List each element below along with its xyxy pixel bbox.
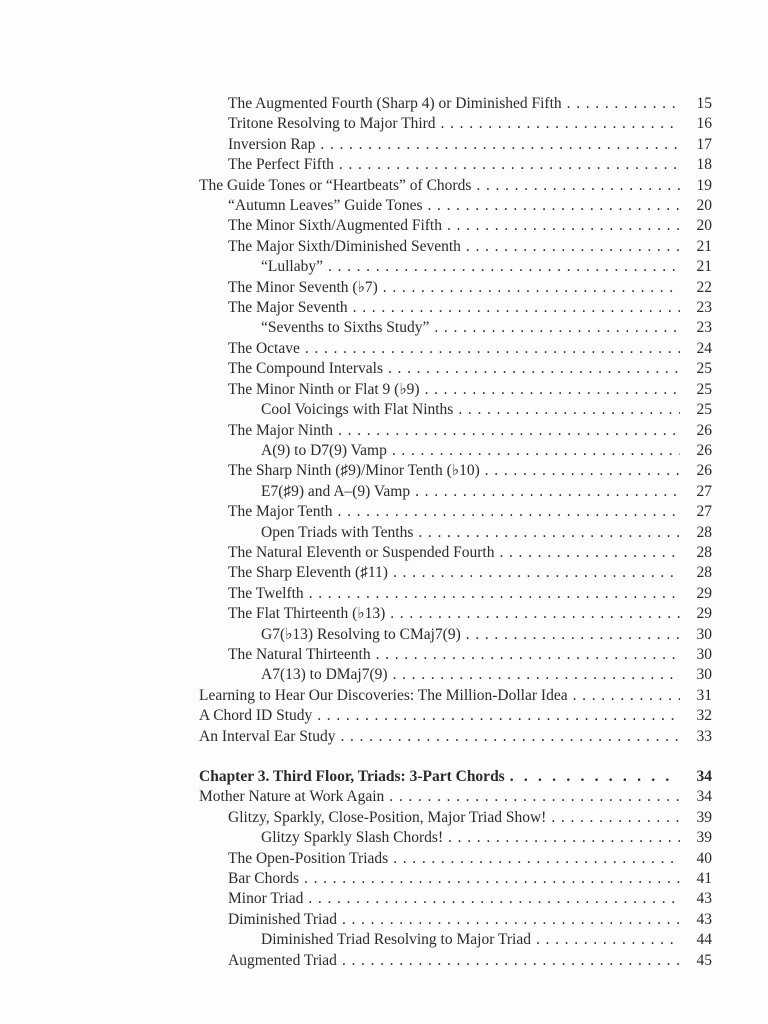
dot-leader	[338, 421, 680, 441]
toc-entry	[199, 767, 712, 787]
dot-leader	[434, 318, 680, 338]
toc-entry-page: 34	[696, 768, 712, 785]
toc-entry	[199, 828, 712, 848]
toc-entry-page: 15	[696, 95, 712, 112]
dot-leader	[320, 135, 680, 155]
toc-entry-page: 23	[696, 319, 712, 337]
toc-entry-page: 33	[696, 727, 712, 745]
toc-entry-title: Glitzy, Sparkly, Close-Position, Major Triad Show!	[228, 808, 547, 826]
toc-entry-page: 30	[696, 645, 712, 663]
dot-leader	[342, 951, 680, 971]
toc-entry-title: The Sharp Ninth (♯9)/Minor Tenth (♭10)	[228, 462, 480, 480]
dot-leader	[388, 359, 680, 379]
toc-entry-page: 32	[696, 707, 712, 725]
toc-entry	[199, 94, 712, 114]
dot-leader	[317, 706, 680, 726]
toc-entry-page: 29	[696, 584, 712, 602]
toc-entry-title: The Flat Thirteenth (♭13)	[228, 605, 386, 623]
toc-entry	[199, 889, 712, 909]
toc-entry-title: Diminished Triad Resolving to Major Triad	[261, 931, 531, 949]
toc-entry-page: 20	[696, 197, 712, 215]
toc-entry	[199, 237, 712, 257]
dot-leader	[383, 278, 680, 298]
toc-entry	[199, 318, 712, 338]
dot-leader	[441, 114, 680, 134]
dot-leader	[485, 461, 680, 481]
toc-entry	[199, 563, 712, 583]
toc-entry-page: 19	[696, 176, 712, 194]
toc-entry-title: The Natural Eleventh or Suspended Fourth	[228, 543, 495, 561]
dot-leader	[425, 380, 680, 400]
toc-entry-title: G7(♭13) Resolving to CMaj7(9)	[261, 625, 461, 643]
toc-entry-page: 25	[696, 360, 712, 378]
toc-entry	[199, 808, 712, 828]
dot-leader	[342, 910, 680, 930]
toc-entry	[199, 910, 712, 930]
toc-entry-page: 40	[696, 849, 712, 867]
toc-entry-page: 20	[696, 217, 712, 235]
toc-entry-title: The Major Sixth/Diminished Seventh	[228, 237, 461, 255]
toc-entry-page: 44	[696, 931, 712, 949]
dot-leader	[393, 849, 680, 869]
dot-leader	[339, 155, 680, 175]
dot-leader	[510, 767, 680, 787]
toc-entry-title: The Open-Position Triads	[228, 849, 389, 867]
toc-entry-title: Bar Chords	[228, 870, 300, 888]
toc-entry	[199, 584, 712, 604]
toc-entry	[199, 787, 712, 807]
toc-entry-title: Diminished Triad	[228, 910, 337, 928]
toc-entry	[199, 604, 712, 624]
dot-leader	[573, 686, 680, 706]
toc-entry	[199, 441, 712, 461]
toc-list	[199, 94, 712, 971]
toc-entry-title: A(9) to D7(9) Vamp	[261, 441, 387, 459]
toc-entry-title: The Natural Thirteenth	[228, 645, 371, 663]
toc-entry	[199, 665, 712, 685]
toc-entry-page: 29	[696, 605, 712, 623]
toc-entry	[199, 461, 712, 481]
toc-entry-page: 30	[696, 625, 712, 643]
toc-entry-title: The Perfect Fifth	[228, 156, 334, 174]
dot-leader	[567, 94, 680, 114]
dot-leader	[427, 196, 680, 216]
toc-entry-title: Glitzy Sparkly Slash Chords!	[261, 829, 444, 847]
toc-entry-title: Learning to Hear Our Discoveries: The Million-Dollar Idea	[199, 686, 568, 704]
toc-entry-title: An Interval Ear Study	[199, 727, 336, 745]
toc-entry-title: The Minor Sixth/Augmented Fifth	[228, 217, 442, 235]
toc-entry	[199, 727, 712, 747]
toc-entry	[199, 298, 712, 318]
toc-entry-title: Open Triads with Tenths	[261, 523, 414, 541]
dot-leader	[389, 787, 680, 807]
toc-entry-title: The Minor Seventh (♭7)	[228, 278, 378, 296]
toc-entry-page: 22	[696, 278, 712, 296]
toc-entry-page: 26	[696, 441, 712, 459]
toc-entry-page: 24	[696, 339, 712, 357]
toc-entry-page: 21	[696, 237, 712, 255]
toc-entry-title: The Minor Ninth or Flat 9 (♭9)	[228, 380, 420, 398]
dot-leader	[376, 645, 680, 665]
toc-entry-page: 31	[696, 686, 712, 704]
toc-entry	[199, 502, 712, 522]
toc-entry-title: Mother Nature at Work Again	[199, 788, 385, 806]
dot-leader	[466, 625, 680, 645]
dot-leader	[390, 604, 680, 624]
dot-leader	[353, 298, 680, 318]
toc-entry	[199, 380, 712, 400]
dot-leader	[499, 543, 680, 563]
toc-entry-page: 43	[696, 910, 712, 928]
toc-entry	[199, 400, 712, 420]
toc-entry-title: The Major Ninth	[228, 421, 334, 439]
toc-entry-page: 26	[696, 421, 712, 439]
toc-entry	[199, 706, 712, 726]
toc-entry-title: Augmented Triad	[228, 951, 337, 969]
toc-entry-title: The Sharp Eleventh (♯11)	[228, 564, 388, 582]
toc-entry	[199, 421, 712, 441]
dot-leader	[466, 237, 680, 257]
dot-leader	[392, 441, 680, 461]
dot-leader	[447, 216, 680, 236]
toc-entry	[199, 869, 712, 889]
dot-leader	[305, 339, 680, 359]
toc-entry	[199, 951, 712, 971]
toc-entry	[199, 645, 712, 665]
toc-entry-title: The Augmented Fourth (Sharp 4) or Diminished Fifth	[228, 95, 562, 112]
toc-entry	[199, 176, 712, 196]
toc-entry	[199, 849, 712, 869]
toc-entry	[199, 523, 712, 543]
toc-entry	[199, 155, 712, 175]
toc-entry-title: E7(♯9) and A–(9) Vamp	[261, 482, 411, 500]
dot-leader	[328, 257, 680, 277]
toc-entry-page: 45	[696, 951, 712, 969]
toc-entry	[199, 686, 712, 706]
toc-entry	[199, 930, 712, 950]
toc-entry-title: Chapter 3. Third Floor, Triads: 3-Part Chords	[199, 768, 505, 785]
toc-entry-page: 28	[696, 523, 712, 541]
toc-entry-title: The Major Tenth	[228, 503, 333, 521]
dot-leader	[393, 563, 680, 583]
toc-entry	[199, 543, 712, 563]
toc-entry-title: A Chord ID Study	[199, 707, 313, 725]
toc-entry-title: The Compound Intervals	[228, 360, 383, 378]
dot-leader	[551, 808, 680, 828]
dot-leader	[308, 889, 680, 909]
toc-entry-page: 27	[696, 482, 712, 500]
toc-entry	[199, 257, 712, 277]
toc-entry-page: 41	[696, 870, 712, 888]
toc-entry-page: 28	[696, 564, 712, 582]
toc-entry-page: 34	[696, 788, 712, 806]
toc-entry-title: “Autumn Leaves” Guide Tones	[228, 197, 423, 215]
toc-entry-title: The Twelfth	[228, 584, 304, 602]
toc-entry-title: Cool Voicings with Flat Ninths	[261, 401, 454, 419]
toc-entry-page: 26	[696, 462, 712, 480]
toc-entry	[199, 196, 712, 216]
toc-entry-page: 23	[696, 299, 712, 317]
toc-entry-title: The Major Seventh	[228, 299, 348, 317]
dot-leader	[304, 869, 680, 889]
toc-entry-page: 16	[696, 115, 712, 133]
toc-entry-page: 43	[696, 890, 712, 908]
dot-leader	[448, 828, 680, 848]
dot-leader	[458, 400, 680, 420]
dot-leader	[418, 523, 680, 543]
toc-entry-title: A7(13) to DMaj7(9)	[261, 666, 388, 684]
toc-entry-title: The Octave	[228, 339, 300, 357]
toc-entry	[199, 625, 712, 645]
toc-entry-page: 17	[696, 135, 712, 153]
toc-entry-page: 21	[696, 258, 712, 276]
toc-entry-title: The Guide Tones or “Heartbeats” of Chords	[199, 176, 472, 194]
dot-leader	[415, 482, 680, 502]
toc-entry-page: 27	[696, 503, 712, 521]
toc-entry-page: 25	[696, 401, 712, 419]
dot-leader	[340, 727, 680, 747]
dot-leader	[476, 176, 680, 196]
toc-entry	[199, 216, 712, 236]
toc-entry-title: “Lullaby”	[261, 258, 323, 276]
toc-entry-title: Tritone Resolving to Major Third	[228, 115, 436, 133]
dot-leader	[536, 930, 680, 950]
toc-entry-page: 39	[696, 808, 712, 826]
toc-entry	[199, 135, 712, 155]
dot-leader	[309, 584, 680, 604]
toc-entry-page: 30	[696, 666, 712, 684]
toc-entry	[199, 359, 712, 379]
toc-entry-page: 28	[696, 543, 712, 561]
toc-entry-title: “Sevenths to Sixths Study”	[261, 319, 430, 337]
toc-entry	[199, 114, 712, 134]
toc-entry-title: Minor Triad	[228, 890, 304, 908]
toc-entry	[199, 278, 712, 298]
toc-entry-page: 25	[696, 380, 712, 398]
toc-entry	[199, 339, 712, 359]
toc-entry-title: Inversion Rap	[228, 135, 316, 153]
toc-entry	[199, 482, 712, 502]
toc-entry-page: 18	[696, 156, 712, 174]
dot-leader	[393, 665, 680, 685]
dot-leader	[338, 502, 680, 522]
toc-entry-page: 39	[696, 829, 712, 847]
